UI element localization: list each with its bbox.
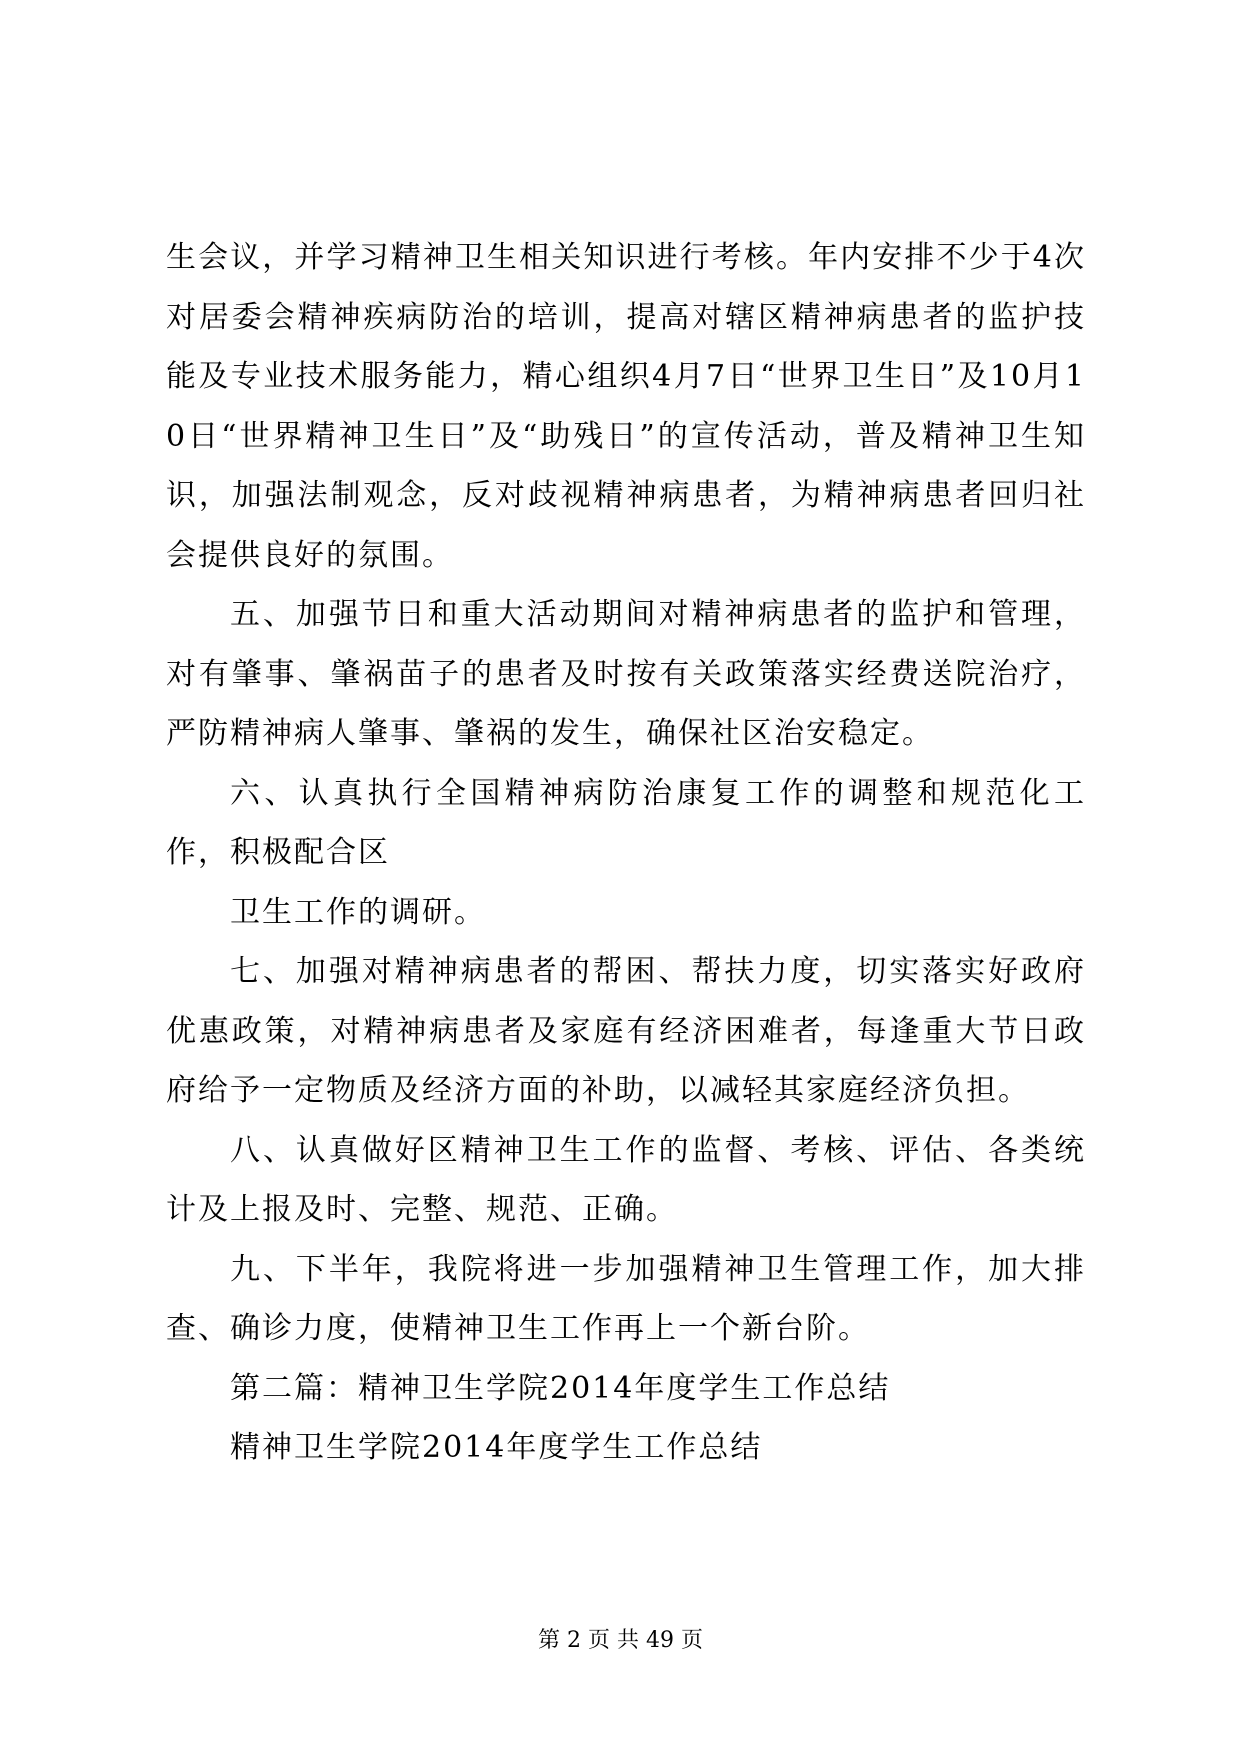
paragraph-item-6-continuation: 卫生工作的调研。 [230, 894, 486, 930]
paragraph-item-8: 八、认真做好区精神卫生工作的监督、考核、评估、各类统计及上报及时、完整、规范、正确。 [166, 1132, 1086, 1227]
paragraph-item-7: 七、加强对精神病患者的帮困、帮扶力度，切实落实好政府优惠政策，对精神病患者及家庭有经济困难者，每逢重大节日政府给予一定物质及经济方面的补助，以减轻其家庭经济负担。 [166, 954, 1086, 1108]
paragraph-item-9: 九、下半年，我院将进一步加强精神卫生管理工作，加大排查、确诊力度，使精神卫生工作再上一个新台阶。 [166, 1251, 1086, 1346]
document-body [166, 228, 1086, 1478]
paragraph-item-6: 六、认真执行全国精神病防治康复工作的调整和规范化工作，积极配合区 [166, 775, 1086, 870]
paragraph-item-5: 五、加强节日和重大活动期间对精神病患者的监护和管理，对有肇事、肇祸苗子的患者及时按有关政策落实经费送院治疗，严防精神病人肇事、肇祸的发生，确保社区治安稳定。 [166, 597, 1086, 751]
document-title: 精神卫生学院2014年度学生工作总结 [230, 1430, 763, 1465]
paragraph-continuation: 生会议，并学习精神卫生相关知识进行考核。年内安排不少于4次对居委会精神疾病防治的培训，提高对辖区精神病患者的监护技能及专业技术服务能力，精心组织4月7日“世界卫生日”及10月10日“世界精神卫生日”及“助残日”的宣传活动，普及精神卫生知识，加强法制观念，反对歧视精神病患者，为精神病患者回归社会提供良好的氛围。 [166, 240, 1086, 573]
section-heading: 第二篇：精神卫生学院2014年度学生工作总结 [230, 1370, 891, 1406]
page-footer: 第 2 页 共 49 页 [538, 1628, 703, 1653]
